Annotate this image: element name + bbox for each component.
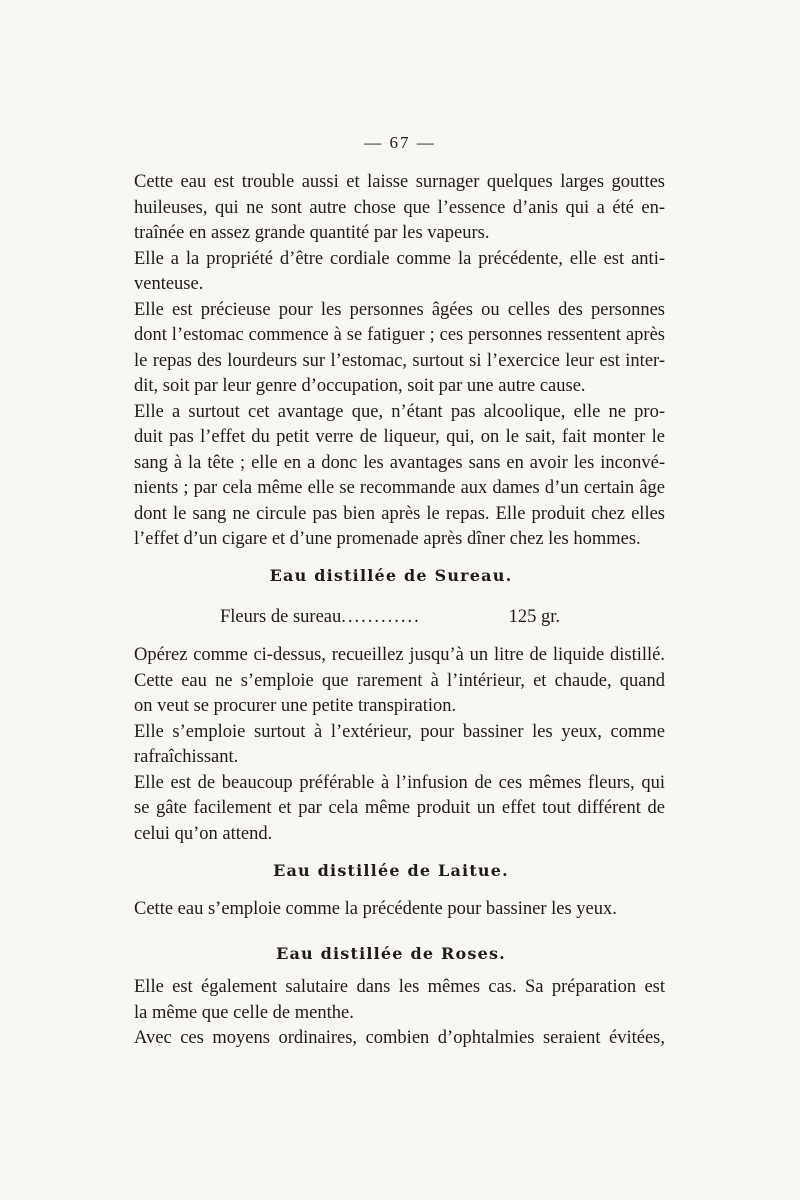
text-line: Opérez comme ci-dessus, recueillez jusqu’à un litre de liquide distillé. [134, 645, 665, 665]
text-block-laitue [117, 897, 665, 923]
text-line: l’effet d’un cigare et d’une promenade après dîner chez les hommes. [134, 529, 641, 549]
text-line: sang à la tête ; elle en a donc les avantages sans en avoir les inconvé- [134, 452, 665, 473]
text-block-sureau [117, 643, 665, 847]
text-line: Elle est de beaucoup préférable à l’infusion de ces mêmes fleurs, qui [134, 772, 665, 793]
text-line: la même que celle de menthe. [134, 1002, 354, 1023]
paragraph [117, 298, 665, 400]
text-line: se gâte facilement et par cela même produit un effet tout différent de [134, 798, 665, 818]
text-line: Elle a la propriété d’être cordiale comme la précédente, elle est anti- [134, 248, 665, 269]
paragraph [117, 247, 665, 298]
recipe-leader-dots: ............ [341, 607, 421, 627]
text-line: duit pas l’effet du petit verre de liqueur, qui, on le sait, fait monter le [134, 427, 665, 447]
paragraph [117, 170, 665, 247]
paragraph [117, 1026, 665, 1052]
text-line: Elle est également salutaire dans les mêmes cas. Sa préparation est [134, 977, 665, 997]
text-line: Cette eau est trouble aussi et laisse surnager quelques larges gouttes [134, 172, 665, 192]
section-heading-roses: Eau distillée de Roses. [276, 944, 506, 963]
text-line: Elle est précieuse pour les personnes âgées ou celles des personnes [134, 299, 665, 320]
text-line: Elle a surtout cet avantage que, n’étant pas alcoolique, elle ne pro- [134, 401, 665, 422]
text-line: Cette eau s’emploie comme la précédente pour bassiner les yeux. [134, 899, 617, 919]
paragraph [117, 400, 665, 553]
paragraph [117, 669, 665, 720]
recipe-quantity: 125 gr. [508, 607, 560, 627]
text-line: Cette eau ne s’emploie que rarement à l’intérieur, et chaude, quand [134, 670, 665, 691]
text-block-roses [117, 975, 665, 1052]
paragraph [117, 897, 665, 923]
paragraph [117, 720, 665, 771]
text-line: traînée en assez grande quantité par les vapeurs. [134, 223, 490, 243]
text-line: venteuse. [134, 274, 204, 294]
text-line: Avec ces moyens ordinaires, combien d’ophtalmies seraient évitées, [134, 1028, 665, 1048]
paragraph [117, 975, 665, 1026]
page-number: — 67 — [364, 133, 436, 152]
text-line: huileuses, qui ne sont autre chose que l’essence d’anis qui a été en- [134, 197, 665, 218]
paragraph [117, 643, 665, 669]
text-line: le repas des lourdeurs sur l’estomac, surtout si l’exercice leur est inter- [134, 350, 665, 371]
text-line: dont l’estomac commence à se fatiguer ; ces personnes ressentent après [134, 325, 665, 345]
text-line: rafraîchissant. [134, 747, 239, 767]
section-heading-laitue: Eau distillée de Laitue. [273, 861, 509, 880]
paragraph [117, 771, 665, 848]
recipe-item: Fleurs de sureau [220, 607, 342, 627]
section-heading-sureau: Eau distillée de Sureau. [269, 566, 513, 585]
text-line: dont le sang ne circule pas bien après le repas. Elle produit chez elles [134, 503, 665, 524]
text-line: celui qu’on attend. [134, 823, 273, 844]
text-line: Elle s’emploie surtout à l’extérieur, pour bassiner les yeux, comme [134, 721, 665, 742]
recipe-line [220, 607, 560, 628]
text-line: dit, soit par leur genre d’occupation, soit par une autre cause. [134, 376, 586, 396]
text-line: nients ; par cela même elle se recommande aux dames d’un certain âge [134, 478, 665, 498]
text-block-anise [117, 170, 665, 553]
text-line: on veut se procurer une petite transpiration. [134, 696, 457, 716]
